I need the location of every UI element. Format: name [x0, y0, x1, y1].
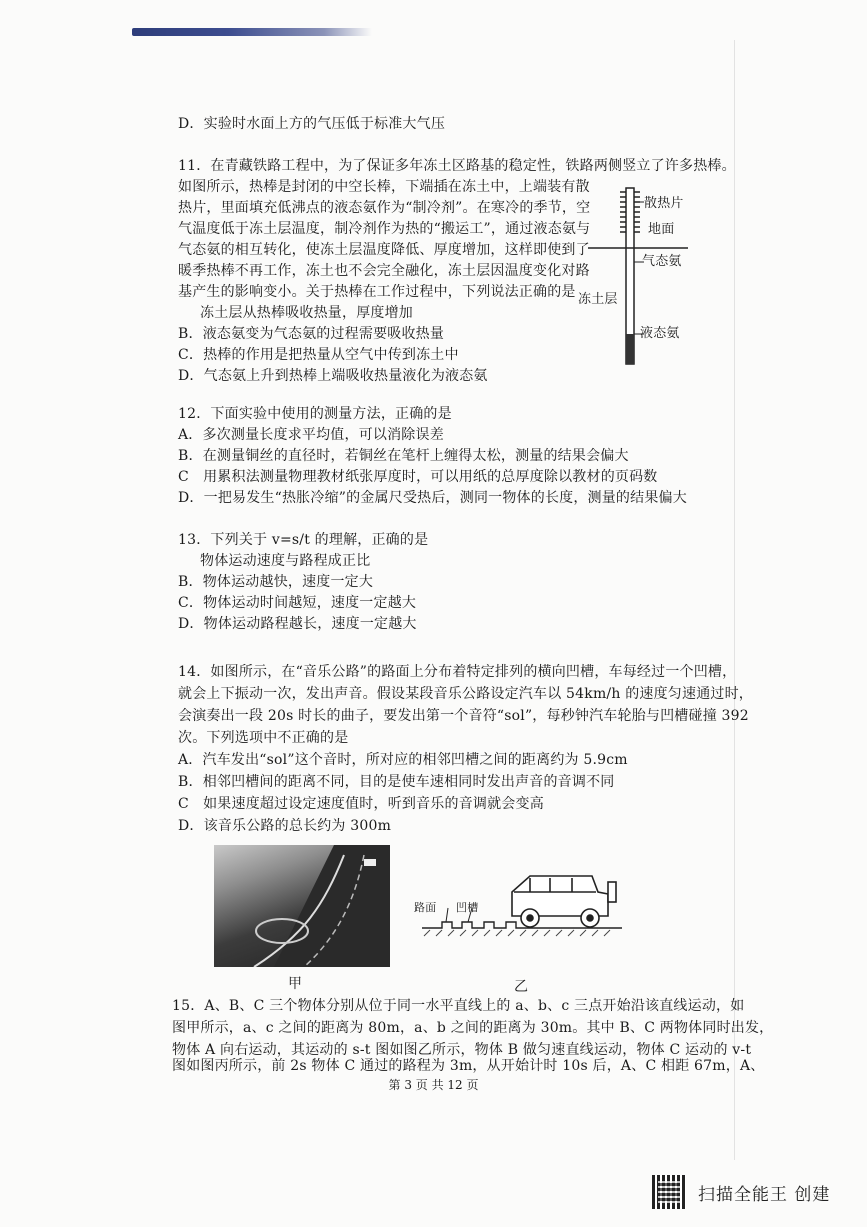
ground-label: 地面	[648, 222, 675, 237]
q12-option-a: A．多次测量长度求平均值，可以消除误差	[178, 427, 444, 443]
q11-option-a: 冻土层从热棒吸收热量，厚度增加	[200, 305, 413, 321]
groove-diagram	[412, 856, 632, 946]
q11-option-d: D．气态氨上升到热棒上端吸收热量液化为液态氨	[178, 368, 488, 384]
fold-line	[734, 40, 735, 1160]
q13-option-c: C．物体运动时间越短，速度一定越大	[178, 595, 417, 611]
q12-option-c: C 用累积法测量物理教材纸张厚度时，可以用纸的总厚度除以教材的页码数	[178, 469, 658, 485]
q13-option-b: B．物体运动越快，速度一定大	[178, 574, 374, 590]
permafrost-label: 冻土层	[578, 292, 618, 307]
q10-option-d: D．实验时水面上方的气压低于标准大气压	[178, 116, 446, 132]
q14-line: 就会上下振动一次，发出声音。假设某段音乐公路设定汽车以 54km/h 的速度匀速通过时，	[178, 686, 754, 702]
q11-line: 11．在青藏铁路工程中，为了保证多年冻土区路基的稳定性，铁路两侧竖立了许多热棒。	[178, 158, 736, 174]
groove-label: 凹槽	[456, 901, 479, 914]
q11-line: 暖季热棒不再工作，冻土也不会完全融化，冻土层因温度变化对路	[178, 263, 590, 279]
q13-stem: 13．下列关于 v=s/t 的理解，正确的是	[178, 532, 429, 548]
q11-line: 基产生的影响变小。关于热棒在工作过程中，下列说法正确的是	[178, 284, 576, 300]
q11-line: 气态氨的相互转化，使冻土层温度降低、厚度增加，这样即使到了	[178, 242, 590, 258]
page-footer: 第 3 页 共 12 页	[388, 1078, 479, 1092]
q14-line: 会演奏出一段 20s 时长的曲子，要发出第一个音符“sol”，每秒钟汽车轮胎与凹槽碰撞 392	[178, 708, 749, 724]
q12-option-b: B．在测量铜丝的直径时，若铜丝在笔杆上缠得太松，测量的结果会偏大	[178, 448, 629, 464]
q13-option-a: 物体运动速度与路程成正比	[200, 553, 371, 569]
q14-option-c: C 如果速度超过设定速度值时，听到音乐的音调就会变高	[178, 796, 544, 812]
q15-line: 图如图丙所示，前 2s 物体 C 通过的路程为 3m，从开始计时 10s 后，A、C 相距 67m，A、	[172, 1058, 765, 1074]
q15-line: 15．A、B、C 三个物体分别从位于同一水平直线上的 a、b、c 三点开始沿该直线运动，如	[172, 998, 745, 1014]
q13-option-d: D．物体运动路程越长，速度一定越大	[178, 616, 417, 632]
q14-option-b: B．相邻凹槽间的距离不同，目的是使车速相同时发出声音的音调不同	[178, 774, 615, 790]
qr-code-icon	[652, 1175, 686, 1209]
music-road-photo	[214, 845, 390, 967]
q11-option-c: C．热棒的作用是把热量从空气中传到冻土中	[178, 347, 459, 363]
figure-caption-a: 甲	[288, 976, 302, 992]
heat-pipe-figure	[578, 184, 728, 374]
q11-line: 热片，里面填充低沸点的液态氨作为“制冷剂”。在寒冷的季节，空	[178, 200, 591, 216]
q14-option-d: D．该音乐公路的总长约为 300m	[178, 818, 392, 834]
q12-option-d: D．一把易发生“热胀冷缩”的金属尺受热后，测同一物体的长度，测量的结果偏大	[178, 490, 687, 506]
q14-line: 14．如图所示，在“音乐公路”的路面上分布着特定排列的横向凹槽，车每经过一个凹槽，	[178, 664, 737, 680]
q15-line: 物体 A 向右运动，其运动的 s-t 图如图乙所示，物体 B 做匀速直线运动，物体 C 运动的 v-t	[172, 1042, 752, 1058]
gas-ammonia-label: 气态氨	[642, 254, 682, 269]
scan-edge-bar	[132, 28, 372, 36]
q14-option-a: A．汽车发出“sol”这个音时，所对应的相邻凹槽之间的距离约为 5.9cm	[178, 752, 628, 768]
road-surface-label: 路面	[414, 901, 437, 914]
q11-line: 如图所示，热棒是封闭的中空长棒，下端插在冻土中，上端装有散	[178, 179, 590, 195]
scanner-text: 扫描全能王 创建	[698, 1184, 831, 1205]
liquid-ammonia-label: 液态氨	[640, 326, 680, 341]
q14-line: 次。下列选项中不正确的是	[178, 730, 349, 746]
q12-stem: 12．下面实验中使用的测量方法，正确的是	[178, 406, 452, 422]
figure-caption-b: 乙	[514, 979, 528, 995]
q15-line: 图甲所示，a、c 之间的距离为 80m，a、b 之间的距离为 30m。其中 B、C 两物体同时出发，	[172, 1020, 774, 1036]
q11-option-b: B．液态氨变为气态氨的过程需要吸收热量	[178, 326, 445, 342]
scanner-watermark	[652, 1172, 830, 1212]
fin-label: 散热片	[644, 196, 684, 211]
q11-line: 气温度低于冻土层温度，制冷剂作为热的“搬运工”，通过液态氨与	[178, 221, 591, 237]
